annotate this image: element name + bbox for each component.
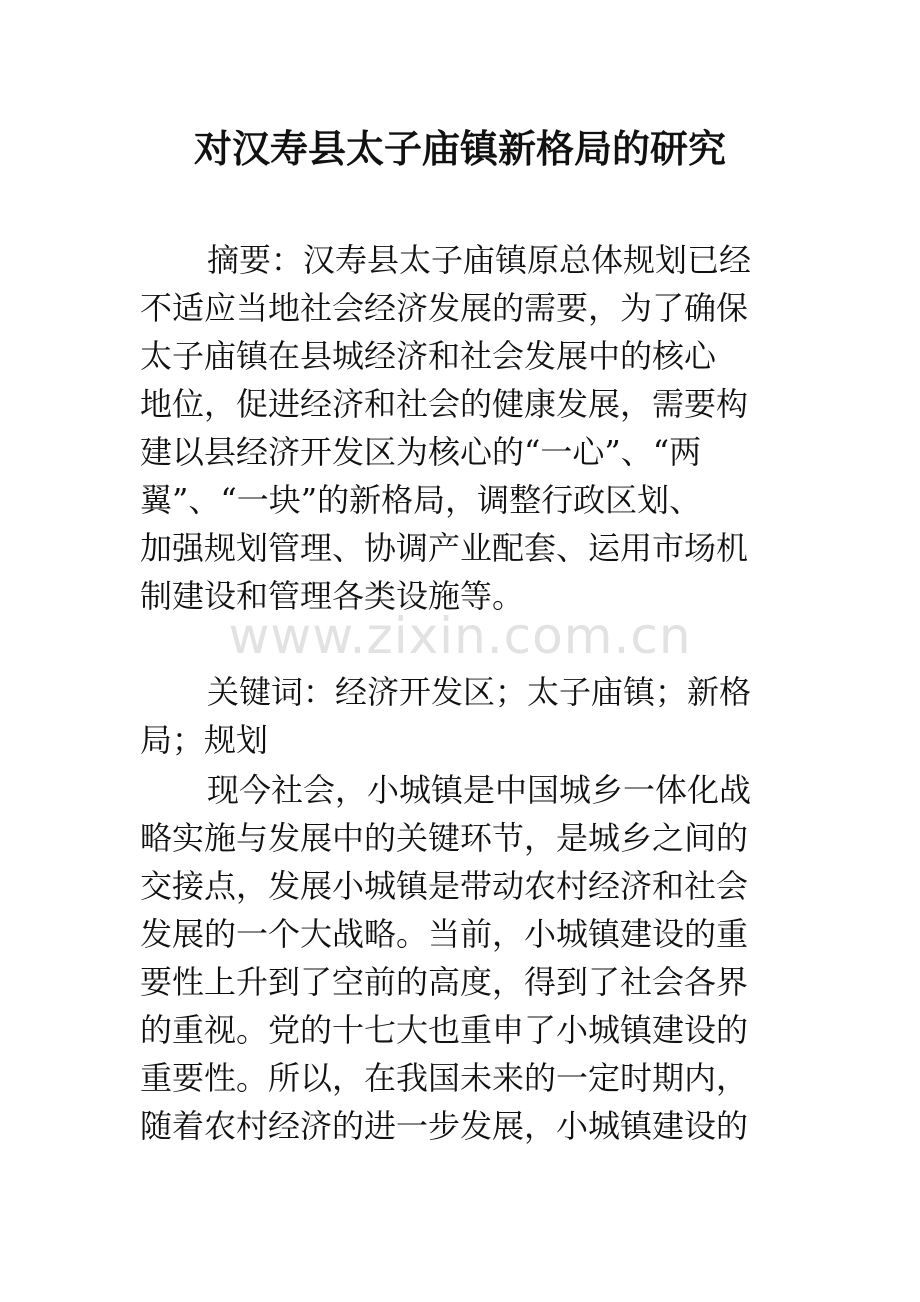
abstract-line: 翼”、“一块”的新格局，调整行政区划、 bbox=[140, 481, 702, 519]
keywords-line: 局；规划 bbox=[140, 721, 269, 759]
body-line: 略实施与发展中的关键环节，是城乡之间的 bbox=[140, 819, 749, 857]
body-line: 要性上升到了空前的高度，得到了社会各界 bbox=[140, 963, 749, 1001]
abstract-line: 不适应当地社会经济发展的需要，为了确保 bbox=[140, 289, 749, 327]
body-line: 交接点，发展小城镇是带动农村经济和社会 bbox=[140, 867, 749, 905]
document-title: 对汉寿县太子庙镇新格局的研究 bbox=[193, 126, 726, 171]
body-line: 随着农村经济的进一步发展，小城镇建设的 bbox=[140, 1107, 749, 1145]
body-line: 发展的一个大战略。当前，小城镇建设的重 bbox=[140, 915, 749, 953]
body-line: 现今社会，小城镇是中国城乡一体化战 bbox=[207, 771, 752, 809]
abstract-line: 制建设和管理各类设施等。 bbox=[140, 577, 525, 615]
body-line: 重要性。所以，在我国未来的一定时期内， bbox=[140, 1059, 749, 1097]
abstract-line: 地位，促进经济和社会的健康发展，需要构 bbox=[140, 385, 749, 423]
abstract-line: 太子庙镇在县城经济和社会发展中的核心 bbox=[140, 337, 717, 375]
watermark-text: www.zixin.com.cn bbox=[228, 607, 692, 665]
body-line: 的重视。党的十七大也重申了小城镇建设的 bbox=[140, 1011, 749, 1049]
abstract-line: 加强规划管理、协调产业配套、运用市场机 bbox=[140, 529, 749, 567]
abstract-line: 摘要：汉寿县太子庙镇原总体规划已经 bbox=[207, 241, 752, 279]
abstract-line: 建以县经济开发区为核心的“一心”、“两 bbox=[140, 433, 702, 471]
keywords-line: 关键词：经济开发区；太子庙镇；新格 bbox=[207, 673, 752, 711]
